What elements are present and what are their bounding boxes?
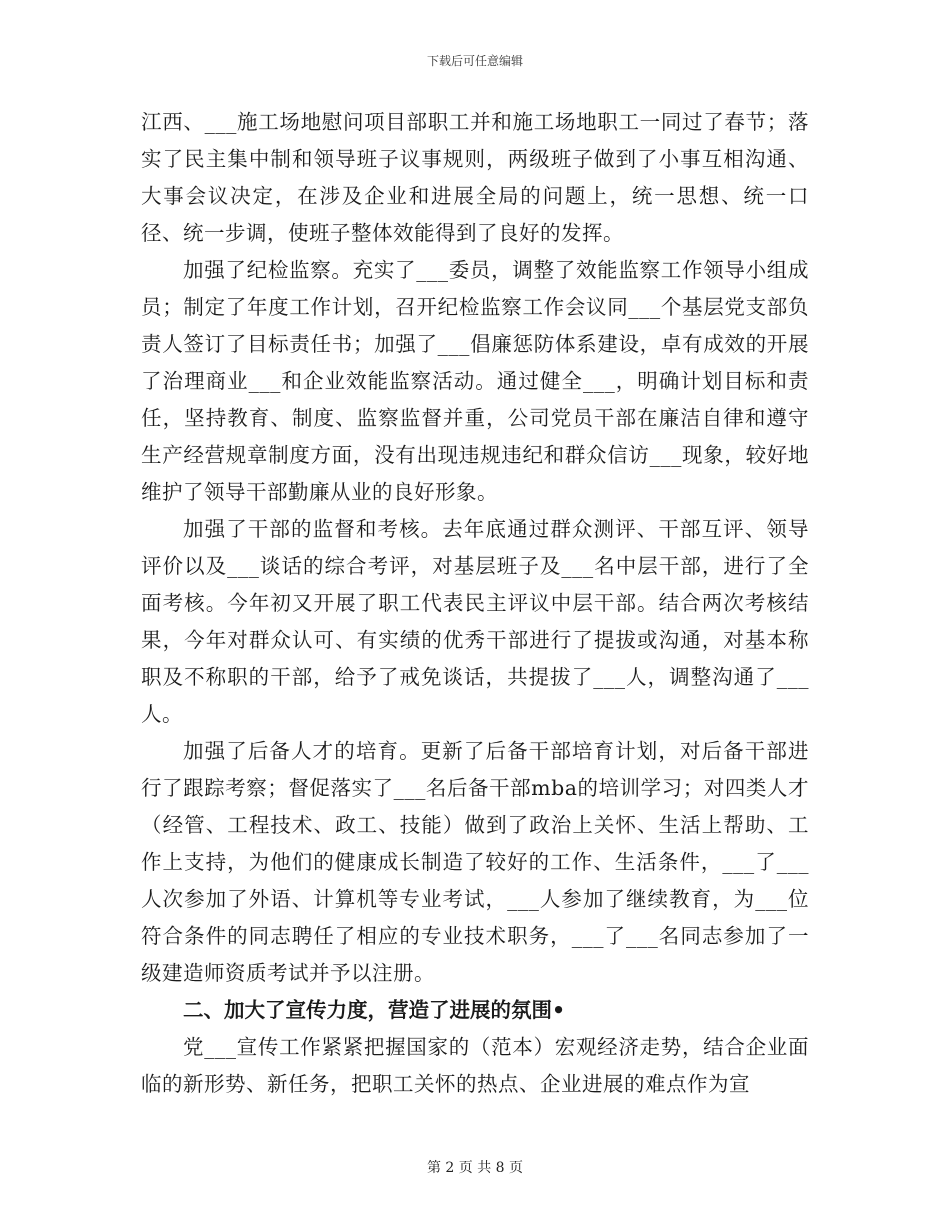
paragraph-3: 加强了干部的监督和考核。去年底通过群众测评、干部互评、领导评价以及___谈话的综合考评，对基层班子及___名中层干部，进行了全面考核。今年初又开展了职工代表民主评议中层干部。结合两次考核结果，今年对群众认可、有实绩的优秀干部进行了提拔或沟通，对基本称职及不称职的干部，给予了戒免谈话，共提拔了___人，调整沟通了___人。	[141, 517, 809, 726]
paragraph-2: 加强了纪检监察。充实了___委员，调整了效能监察工作领导小组成员；制定了年度工作计划，召开纪检监察工作会议同___个基层党支部负责人签订了目标责任书；加强了___倡廉惩防体系建设，卓有成效的开展了治理商业___和企业效能监察活动。通过健全___，明确计划目标和责任，坚持教育、制度、监察监督并重，公司党员干部在廉洁自律和遵守生产经营规章制度方面，没有出现违规违纪和群众信访___现象，较好地维护了领导干部勤廉从业的良好形象。	[141, 258, 809, 504]
document-body	[141, 104, 809, 1103]
section-heading: 二、加大了宣传力度，营造了进展的氛围•	[183, 998, 566, 1022]
page-header: 下载后可任意编辑	[426, 54, 523, 68]
paragraph-1: 江西、___施工场地慰问项目部职工并和施工场地职工一同过了春节；落实了民主集中制和领导班子议事规则，两级班子做到了小事互相沟通、大事会议决定，在涉及企业和进展全局的问题上，统一思想、统一口径、统一步调，使班子整体效能得到了良好的发挥。	[141, 110, 809, 245]
paragraph-4: 加强了后备人才的培育。更新了后备干部培育计划，对后备干部进行了跟踪考察；督促落实了___名后备干部mba的培训学习；对四类人才（经管、工程技术、政工、技能）做到了政治上关怀、生活上帮助、工作上支持，为他们的健康成长制造了较好的工作、生活条件，___了___人次参加了外语、计算机等专业考试，___人参加了继续教育，为___位符合条件的同志聘任了相应的专业技术职务，___了___名同志参加了一级建造师资质考试并予以注册。	[141, 739, 809, 985]
page-footer: 第 2 页 共 8 页	[426, 1160, 524, 1176]
paragraph-5: 党___宣传工作紧紧把握国家的（范本）宏观经济走势，结合企业面临的新形势、新任务，把职工关怀的热点、企业进展的难点作为宣	[141, 1035, 809, 1096]
